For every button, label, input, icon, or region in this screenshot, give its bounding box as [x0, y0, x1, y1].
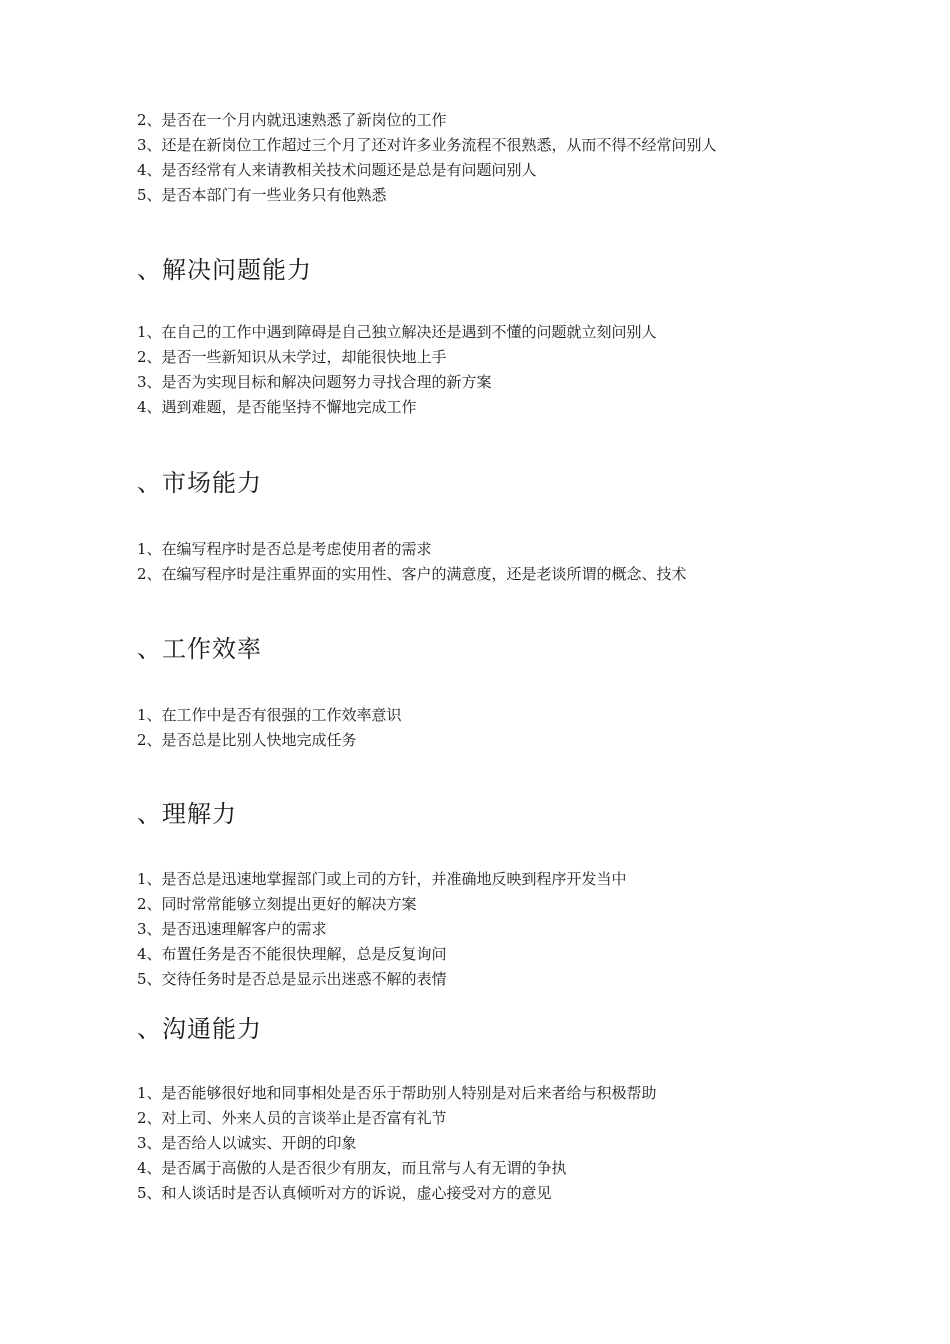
list-item: 5、交待任务时是否总是显示出迷惑不解的表情: [137, 970, 447, 988]
list-item: 2、是否一些新知识从未学过，却能很快地上手: [137, 348, 447, 366]
list-item: 4、布置任务是否不能很快理解，总是反复询问: [137, 945, 447, 963]
list-item: 3、是否为实现目标和解决问题努力寻找合理的新方案: [137, 373, 492, 391]
list-item: 2、在编写程序时是注重界面的实用性、客户的满意度，还是老谈所谓的概念、技术: [137, 565, 687, 583]
list-item: 1、是否总是迅速地掌握部门或上司的方针，并准确地反映到程序开发当中: [137, 870, 627, 888]
section-heading: 、工作效率: [137, 635, 262, 663]
list-item: 5、是否本部门有一些业务只有他熟悉: [137, 186, 387, 204]
list-item: 3、是否给人以诚实、开朗的印象: [137, 1134, 357, 1152]
list-item: 2、同时常常能够立刻提出更好的解决方案: [137, 895, 417, 913]
list-item: 2、是否总是比别人快地完成任务: [137, 731, 357, 749]
section-heading: 、理解力: [137, 800, 237, 828]
section-heading: 、市场能力: [137, 469, 262, 497]
list-item: 1、是否能够很好地和同事相处是否乐于帮助别人特别是对后来者给与积极帮助: [137, 1084, 657, 1102]
section-heading: 、沟通能力: [137, 1015, 262, 1043]
list-item: 2、对上司、外来人员的言谈举止是否富有礼节: [137, 1109, 447, 1127]
list-item: 5、和人谈话时是否认真倾听对方的诉说，虚心接受对方的意见: [137, 1184, 552, 1202]
list-item: 4、是否经常有人来请教相关技术问题还是总是有问题问别人: [137, 161, 537, 179]
list-item: 3、还是在新岗位工作超过三个月了还对许多业务流程不很熟悉，从而不得不经常问别人: [137, 136, 717, 154]
list-item: 3、是否迅速理解客户的需求: [137, 920, 327, 938]
list-item: 2、是否在一个月内就迅速熟悉了新岗位的工作: [137, 111, 447, 129]
list-item: 1、在自己的工作中遇到障碍是自己独立解决还是遇到不懂的问题就立刻问别人: [137, 323, 657, 341]
list-item: 4、遇到难题，是否能坚持不懈地完成工作: [137, 398, 417, 416]
list-item: 1、在编写程序时是否总是考虑使用者的需求: [137, 540, 432, 558]
list-item: 4、是否属于高傲的人是否很少有朋友，而且常与人有无谓的争执: [137, 1159, 567, 1177]
list-item: 1、在工作中是否有很强的工作效率意识: [137, 706, 402, 724]
section-heading: 、解决问题能力: [137, 256, 312, 284]
